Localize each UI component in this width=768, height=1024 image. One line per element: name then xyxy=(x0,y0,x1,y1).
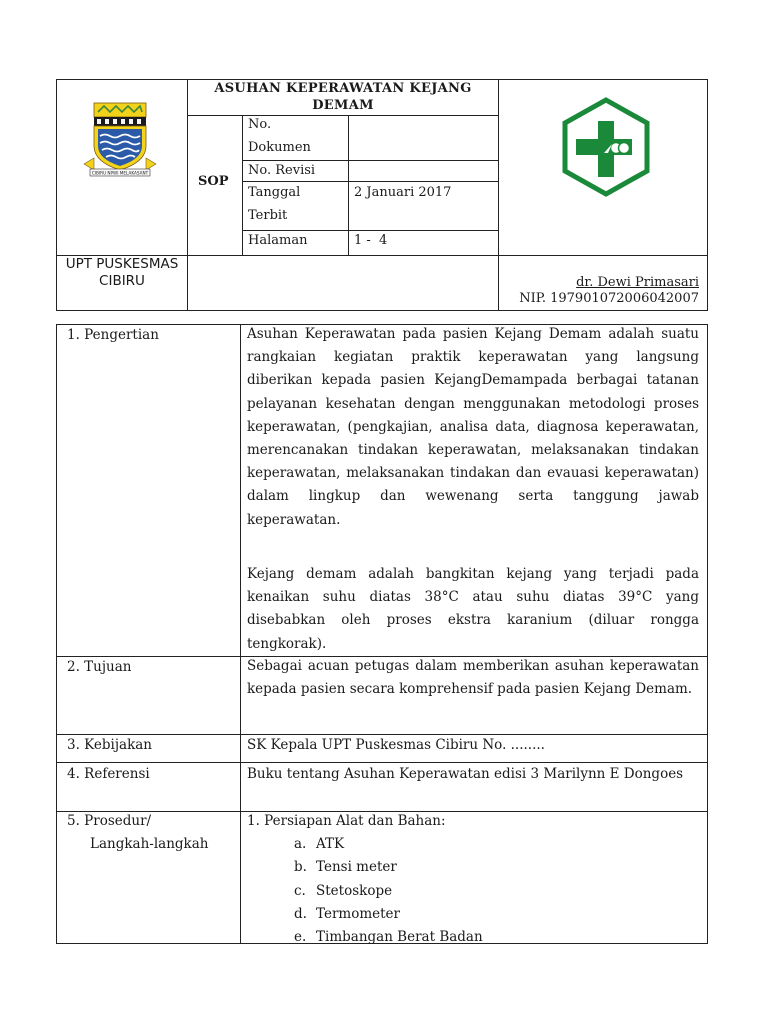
section-label-kebijakan: 3. Kebijakan xyxy=(67,737,153,753)
list-item: e. Timbangan Berat Badan xyxy=(294,929,483,946)
list-item: b. Tensi meter xyxy=(294,859,397,876)
signatory xyxy=(505,275,699,307)
field-value-halaman: 1 - 4 xyxy=(354,233,388,248)
section-text-referensi: Buku tentang Asuhan Keperawatan edisi 3 Marilynn E Dongoes xyxy=(247,766,684,782)
list-item: c. Stetoskope xyxy=(294,882,393,899)
field-label-tanggal-terbit: Tanggal Terbit xyxy=(248,185,301,223)
field-label-no-dokumen: No. Dokumen xyxy=(248,117,311,155)
city-logo-icon xyxy=(80,98,160,180)
tool-list xyxy=(247,833,699,949)
field-label-no-revisi: No. Revisi xyxy=(248,163,316,178)
institution-name: UPT PUSKESMAS CIBIRU xyxy=(65,256,179,289)
section-text-pengertian-2: Kejang demam adalah bangkitan kejang yang terjadi pada kenaikan suhu diatas 38°C atau suhu diatas 39°C yang disebabkan oleh proses ekstra karanium (diluar rongga tengkorak). xyxy=(247,566,699,652)
signatory-nip: NIP. 197901072006042007 xyxy=(519,291,699,306)
section-label-tujuan: 2. Tujuan xyxy=(67,659,132,675)
list-item: a. ATK xyxy=(294,836,345,852)
puskesmas-logo-icon xyxy=(556,97,656,197)
section-label-pengertian: 1. Pengertian xyxy=(67,327,159,343)
signatory-name: dr. Dewi Primasari xyxy=(576,275,699,290)
prosedur-steps xyxy=(247,810,699,949)
list-item: d. Termometer xyxy=(294,905,400,922)
section-text-pengertian-1: Asuhan Keperawatan pada pasien Kejang Demam adalah suatu rangkaian kegiatan praktik keperawatan yang langsung diberikan kepada pasien KejangDemampada berbagai tatanan pelayanan kesehatan dengan menggunakan metodologi proses keperawatan, (pengkajian, analisa data, diagnosa keperawatan, merencanakan tindakan keperawatan, melaksanakan tindakan keperawatan, melaksanakan tindakan dan evauasi keperawatan) dalam lingkup dan wewenang serta tanggung jawab keperawatan. xyxy=(247,326,699,528)
city-logo-motto: CIBIRU NPWI MELAKASANT xyxy=(91,170,149,176)
section-label-prosedur xyxy=(67,810,208,856)
document-title: ASUHAN KEPERAWATAN KEJANG DEMAM xyxy=(214,81,472,113)
section-text-kebijakan: SK Kepala UPT Puskesmas Cibiru No. ........ xyxy=(247,737,545,753)
sop-label: SOP xyxy=(198,174,229,189)
step-title: 1. Persiapan Alat dan Bahan: xyxy=(247,813,446,829)
field-label-halaman: Halaman xyxy=(248,233,308,248)
field-value-tanggal-terbit: 2 Januari 2017 xyxy=(354,185,452,200)
section-label-prosedur-line2: Langkah-langkah xyxy=(90,836,209,852)
section-label-referensi: 4. Referensi xyxy=(67,766,150,782)
section-text-tujuan: Sebagai acuan petugas dalam memberikan asuhan keperawatan kepada pasien secara komprehensif pada pasien Kejang Demam. xyxy=(247,658,699,698)
section-label-prosedur-line1: 5. Prosedur/ xyxy=(67,813,152,829)
